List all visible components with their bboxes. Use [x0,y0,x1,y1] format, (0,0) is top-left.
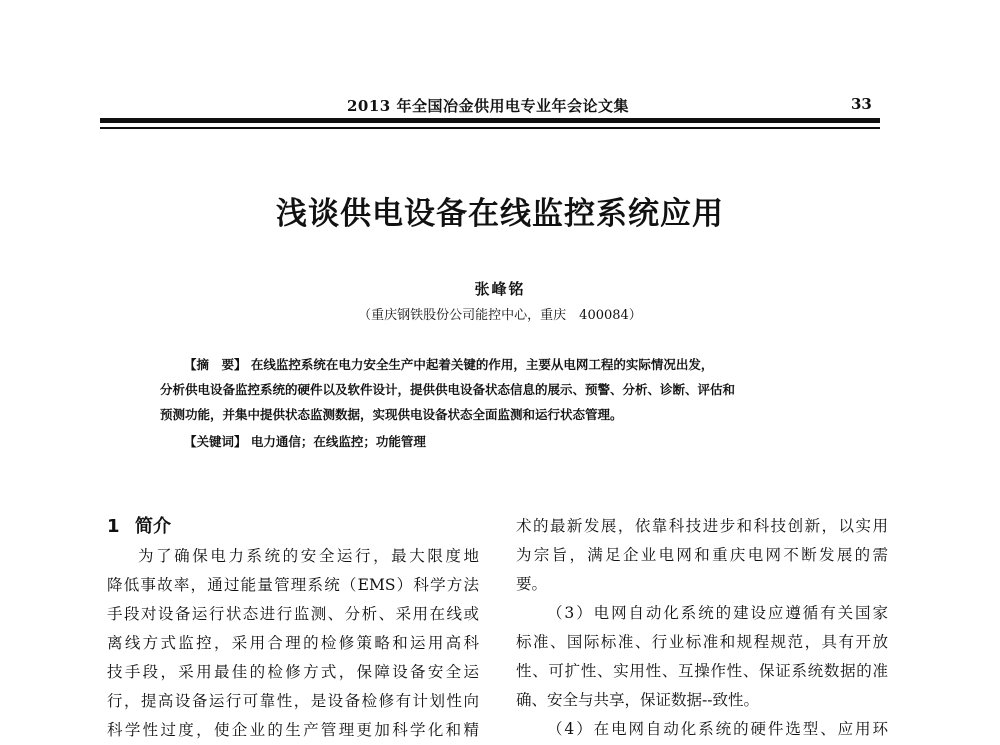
abstract [160,352,850,427]
abstract-label: 【摘 要】 [184,357,247,372]
abstract-line-3: 预测功能，并集中提供状态监测数据，实现供电设备状态全面监测和运行状态管理。 [160,407,623,422]
left-line-2: 降低事故率，通过能量管理系统（EMS）科学方法 [107,576,479,594]
right-line-1: 术的最新发展，依靠科技进步和科技创新，以实用 [516,517,888,535]
right-line-8: （4）在电网自动化系统的硬件选型、应用环 [547,720,888,738]
left-column [107,512,479,745]
left-line-3: 手段对设备运行状态进行监测、分析、采用在线或 [107,605,479,623]
author-name: 张峰铭 [474,280,526,298]
right-para-2 [516,599,888,628]
running-head-title: 2013 年全国冶金供用电专业年会论文集 [347,97,629,115]
left-line-6: 行，提高设备运行可靠性，是设备检修有计划性向 [107,692,479,710]
section-1-heading [107,512,479,542]
keywords-text: 电力通信；在线监控；功能管理 [250,434,426,449]
section-title: 简介 [135,516,171,537]
left-line-1: 为了确保电力系统的安全运行，最大限度地 [138,547,479,565]
page-number: 33 [851,95,872,113]
right-para-3 [516,715,888,744]
right-line-2: 为宗旨，满足企业电网和重庆电网不断发展的需 [516,546,888,564]
right-line-5: 标准、国际标准、行业标准和规程规范，具有开放 [516,633,888,651]
header-rule-thin [100,127,880,129]
left-paragraph [107,542,479,571]
left-line-5: 技手段，采用最佳的检修方式，保障设备安全运 [107,663,479,681]
header-rule-thick [100,118,880,123]
right-para-1 [516,512,888,570]
right-line-6: 性、可扩性、实用性、互操作性、保证系统数据的准 [516,662,888,680]
keywords-label: 【关键词】 [184,434,247,449]
right-para-1-end [516,570,888,599]
left-line-4: 离线方式监控，采用合理的检修策略和运用高科 [107,634,479,652]
right-line-4: （3）电网自动化系统的建设应遵循有关国家 [547,604,888,622]
right-line-7: 确、安全与共享，保证数据--致性。 [516,691,759,709]
right-para-2-end [516,686,888,715]
left-line-7: 科学性过度，使企业的生产管理更加科学化和精 [107,721,479,739]
author-affiliation: （重庆钢铁股份公司能控中心，重庆 400084） [358,308,642,323]
abstract-line-1 [160,352,850,377]
section-number: 1 [107,516,120,537]
right-line-3: 要。 [516,575,548,593]
paper-title: 浅谈供电设备在线监控系统应用 [276,196,724,232]
keywords [184,432,426,450]
left-paragraph-cont [107,571,479,745]
abstract-line-2: 分析供电设备监控系统的硬件以及软件设计，提供供电设备状态信息的展示、预警、分析、诊断、评估和 [160,382,736,397]
right-column [516,512,888,744]
right-para-2-cont [516,628,888,686]
abstract-text-1: 在线监控系统在电力安全生产中起着关键的作用，主要从电网工程的实际情况出发， [250,357,714,372]
